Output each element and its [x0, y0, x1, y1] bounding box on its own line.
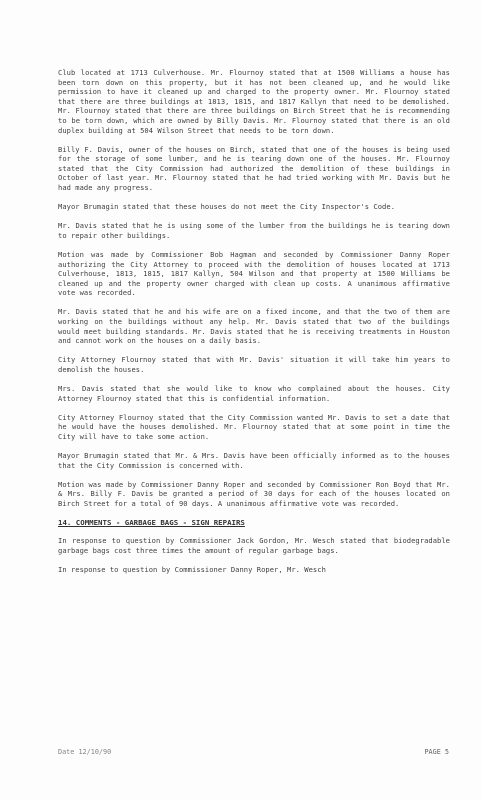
paragraph: Mayor Brumagin stated that Mr. & Mrs. Davis have been officially informed as to the houses that the City Commission is concerned with.: [58, 450, 450, 470]
page-number: PAGE 5: [424, 748, 449, 756]
paragraph: City Attorney Flournoy stated that the City Commission wanted Mr. Davis to set a date that he would have the houses demolished. Mr. Flournoy stated that at some point in time the City will have to take some action.: [58, 412, 450, 441]
paragraph: Mayor Brumagin stated that these houses do not meet the City Inspector's Code.: [58, 202, 396, 212]
paragraph: Mr. Davis stated that he is using some of the lumber from the buildings he is tearing down to repair other buildings.: [58, 221, 450, 240]
paragraph: Mr. Davis stated that he and his wife are on a fixed income, and that the two of them are working on the buildings without any help. Mr. Davis stated that two of the buildings would meet building standards. Mr. Davis stated that he is receiving treatments in Houston and cannot work on the houses on a daily basis.: [58, 307, 450, 346]
paragraph: Motion was made by Commissioner Danny Roper and seconded by Commissioner Ron Boyd that Mr. & Mrs. Billy F. Davis be granted a period of 30 days for each of the houses located on Birch Street for a total of 90 days. A unanimous affirmative vote was recorded.: [58, 479, 450, 508]
paragraph: In response to question by Commissioner Jack Gordon, Mr. Wesch stated that biodegradable garbage bags cost three times the amount of regular garbage bags.: [58, 536, 450, 556]
section-heading: 14. COMMENTS - GARBAGE BAGS - SIGN REPAIRS: [58, 517, 245, 527]
paragraph: City Attorney Flournoy stated that with Mr. Davis' situation it will take him years to demolish the houses.: [58, 355, 450, 374]
paragraph: Club located at 1713 Culverhouse. Mr. Flournoy stated that at 1500 Williams a house has been torn down on this property, but it has not been cleaned up, and he would like permission to have it cleaned up and charged to the property owner. Mr. Flournoy stated that there are three buildings at 1813, 1815, and 1817 Kallyn that need to be demolished. Mr. Flournoy stated that there are three buildings on Birch Street that he is recommending to be torn down, which are owned by Billy Davis. Mr. Flournoy stated that there is an old duplex building at 504 Wilson Street that needs to be torn down.: [58, 68, 450, 135]
footer-date: Date 12/10/90: [58, 748, 112, 756]
paragraph: Billy F. Davis, owner of the houses on Birch, stated that one of the houses is being used for the storage of some lumber, and he is tearing down one of the houses. Mr. Flournoy stated that the City Commission had authorized the demolition of these buildings in October of last year. Mr. Flournoy stated that he had tried working with Mr. Davis but he had made any progress.: [58, 144, 450, 193]
paragraph: In response to question by Commissioner Danny Roper, Mr. Wesch: [58, 565, 326, 575]
paragraph: Mrs. Davis stated that she would like to know who complained about the houses. City Attorney Flournoy stated that this is confidential information.: [58, 383, 450, 403]
minutes-body: [58, 68, 450, 584]
paragraph: Motion was made by Commissioner Bob Hagman and seconded by Commissioner Danny Roper authorizing the City Attorney to proceed with the demolition of houses located at 1713 Culverhouse, 1813, 1815, 1817 Kallyn, 504 Wilson and that property at 1500 Williams be cleaned up and the property owner charged with clean up costs. A unanimous affirmative vote was recorded.: [58, 249, 450, 298]
